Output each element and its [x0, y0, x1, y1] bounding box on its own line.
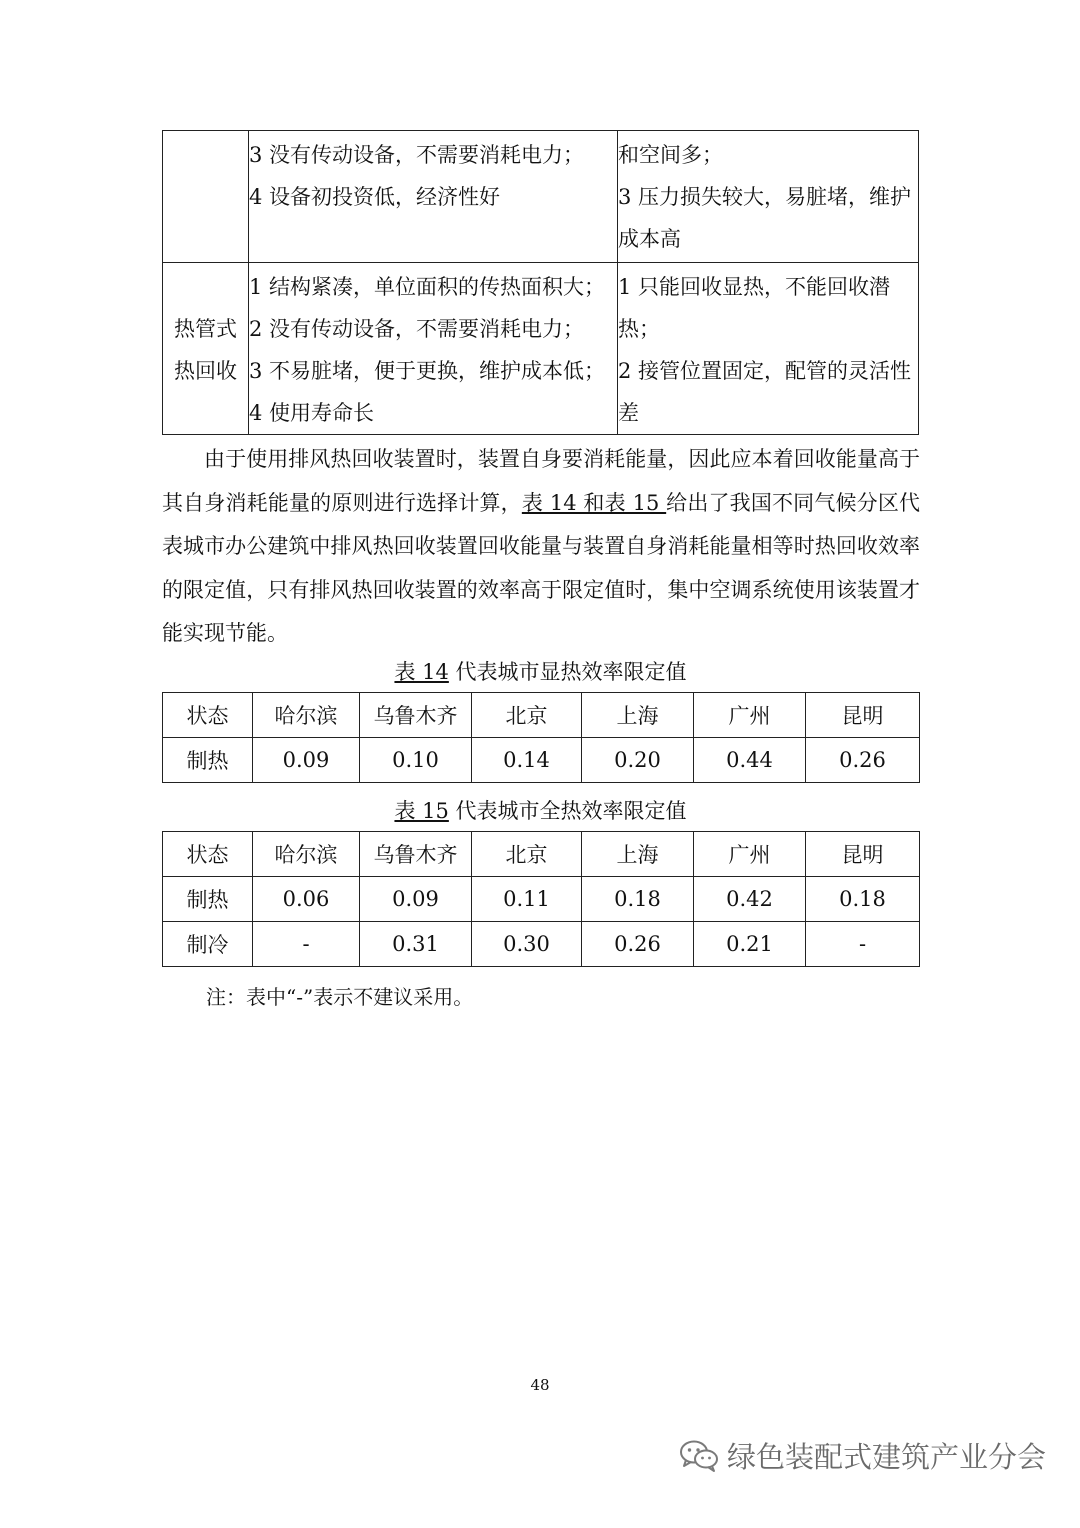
header-cell: 昆明	[806, 693, 920, 738]
device-name-cell: 热管式 热回收	[163, 263, 249, 435]
table-row	[163, 263, 919, 435]
watermark-text: 绿色装配式建筑产业分会	[726, 1440, 1046, 1474]
header-cell: 上海	[582, 693, 694, 738]
value-cell: 0.31	[360, 922, 472, 967]
wechat-icon	[679, 1439, 719, 1473]
disadvantages-cell: 1 只能回收显热，不能回收潜 热； 2 接管位置固定，配管的灵活性 差	[618, 263, 919, 435]
table-reference-link[interactable]: 表 14 和表 15	[521, 490, 667, 515]
value-cell: 0.10	[360, 738, 472, 783]
header-cell: 上海	[582, 832, 694, 877]
table-header-row	[163, 693, 920, 738]
header-cell: 广州	[694, 832, 806, 877]
value-cell: 0.21	[694, 922, 806, 967]
header-cell: 哈尔滨	[253, 693, 360, 738]
disadvantages-cell: 和空间多； 3 压力损失较大，易脏堵，维护 成本高	[618, 131, 919, 263]
value-cell: 0.30	[472, 922, 582, 967]
value-cell: -	[253, 922, 360, 967]
value-cell: 0.09	[253, 738, 360, 783]
advantages-cell: 1 结构紧凑，单位面积的传热面积大； 2 没有传动设备，不需要消耗电力； 3 不易脏堵，便于更换，维护成本低； 4 使用寿命长	[249, 263, 618, 435]
body-paragraph: 由于使用排风热回收装置时，装置自身要消耗能量，因此应本着回收能量高于其自身消耗能量的原则进行选择计算，表 14 和表 15 给出了我国不同气候分区代表城市办公建筑中排风热回收装置回收能量与装置自身消耗能量相等时热回收效率的限定值，只有排风热回收装置的效率高于限定值时，集中空调系统使用该装置才能实现节能。	[162, 447, 921, 645]
table15	[162, 831, 920, 967]
value-cell: 0.11	[472, 877, 582, 922]
table14	[162, 692, 920, 783]
table15-caption: 表 15 代表城市全热效率限定值	[394, 799, 687, 823]
value-cell: 0.26	[806, 738, 920, 783]
value-cell: 0.14	[472, 738, 582, 783]
device-name-cell	[163, 131, 249, 263]
table-row	[163, 877, 920, 922]
row-label-cell: 制热	[163, 877, 253, 922]
header-cell: 哈尔滨	[253, 832, 360, 877]
watermark	[679, 1435, 1046, 1476]
header-cell: 乌鲁木齐	[360, 832, 472, 877]
value-cell: 0.42	[694, 877, 806, 922]
header-cell: 状态	[163, 693, 253, 738]
header-cell: 昆明	[806, 832, 920, 877]
value-cell: 0.26	[582, 922, 694, 967]
table-row	[163, 738, 920, 783]
value-cell: -	[806, 922, 920, 967]
row-label-cell: 制热	[163, 738, 253, 783]
header-cell: 北京	[472, 693, 582, 738]
header-cell: 状态	[163, 832, 253, 877]
table-row	[163, 131, 919, 263]
table-note: 注：表中“-”表示不建议采用。	[206, 985, 474, 1009]
value-cell: 0.20	[582, 738, 694, 783]
value-cell: 0.18	[806, 877, 920, 922]
comparison-table	[162, 130, 919, 435]
value-cell: 0.06	[253, 877, 360, 922]
table-header-row	[163, 832, 920, 877]
row-label-cell: 制冷	[163, 922, 253, 967]
header-cell: 北京	[472, 832, 582, 877]
header-cell: 广州	[694, 693, 806, 738]
value-cell: 0.09	[360, 877, 472, 922]
value-cell: 0.44	[694, 738, 806, 783]
page-number: 48	[530, 1376, 550, 1394]
advantages-cell: 3 没有传动设备，不需要消耗电力； 4 设备初投资低，经济性好	[249, 131, 618, 263]
value-cell: 0.18	[582, 877, 694, 922]
table14-caption: 表 14 代表城市显热效率限定值	[394, 660, 687, 684]
header-cell: 乌鲁木齐	[360, 693, 472, 738]
table-row	[163, 922, 920, 967]
